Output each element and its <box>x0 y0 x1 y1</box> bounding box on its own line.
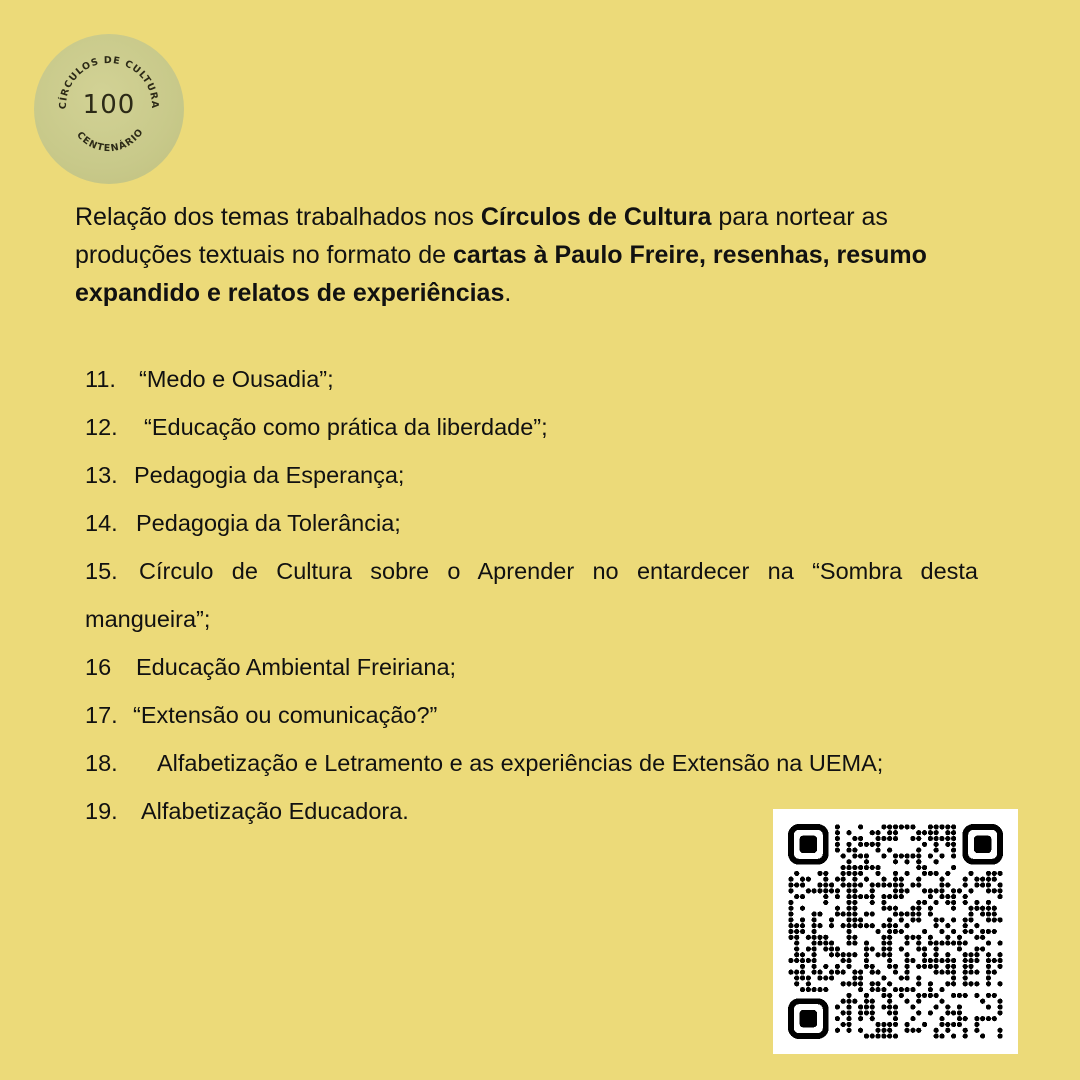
theme-number: 19. <box>85 798 118 824</box>
theme-item <box>85 643 978 691</box>
theme-number: 12. <box>85 414 118 440</box>
intro-paragraph <box>75 198 1005 312</box>
theme-text: “Extensão ou comunicação?” <box>133 702 438 728</box>
circulos-de-cultura-logo <box>34 34 184 184</box>
intro-bold-2: cartas à Paulo Freire, resenhas, resumo expandido e relatos de experiências <box>75 241 927 307</box>
theme-text: Alfabetização e Letramento e as experiências de Extensão na UEMA; <box>157 750 884 776</box>
theme-number: 17. <box>85 702 118 728</box>
intro-bold-1: Círculos de Cultura <box>480 203 712 231</box>
theme-text: “Educação como prática da liberdade”; <box>144 414 548 440</box>
intro-text-2: para nortear as produções textuais no formato de <box>75 203 888 269</box>
theme-text: Alfabetização Educadora. <box>141 798 409 824</box>
theme-number: 11. <box>85 366 116 392</box>
theme-number: 13. <box>85 462 118 488</box>
theme-item <box>85 547 978 643</box>
theme-item <box>85 739 978 787</box>
intro-text-1: Relação dos temas trabalhados nos <box>75 203 481 231</box>
theme-item <box>85 499 978 547</box>
theme-number: 18. <box>85 750 118 776</box>
qr-code[interactable] <box>773 809 1018 1054</box>
intro-text-3: . <box>504 279 512 307</box>
logo-seal-icon <box>34 34 184 184</box>
theme-item <box>85 355 978 403</box>
theme-item <box>85 451 978 499</box>
theme-number: 15. <box>85 558 118 584</box>
theme-text: Círculo de Cultura sobre o Aprender no entardecer na “Sombra desta mangueira”; <box>85 558 978 632</box>
themes-list <box>85 355 978 835</box>
logo-number: 100 <box>82 90 136 120</box>
theme-text: Pedagogia da Esperança; <box>134 462 405 488</box>
theme-text: “Medo e Ousadia”; <box>139 366 334 392</box>
qr-code-icon <box>788 824 1003 1039</box>
theme-item <box>85 403 978 451</box>
theme-item <box>85 691 978 739</box>
theme-number: 14. <box>85 510 118 536</box>
theme-text: Pedagogia da Tolerância; <box>136 510 401 536</box>
logo-arc-top: CÍRCULOS DE CULTURA <box>57 54 161 110</box>
theme-text: Educação Ambiental Freiriana; <box>136 654 457 680</box>
logo-arc-bottom: CENTENÁRIO <box>74 126 147 155</box>
theme-number: 16 <box>85 654 112 680</box>
